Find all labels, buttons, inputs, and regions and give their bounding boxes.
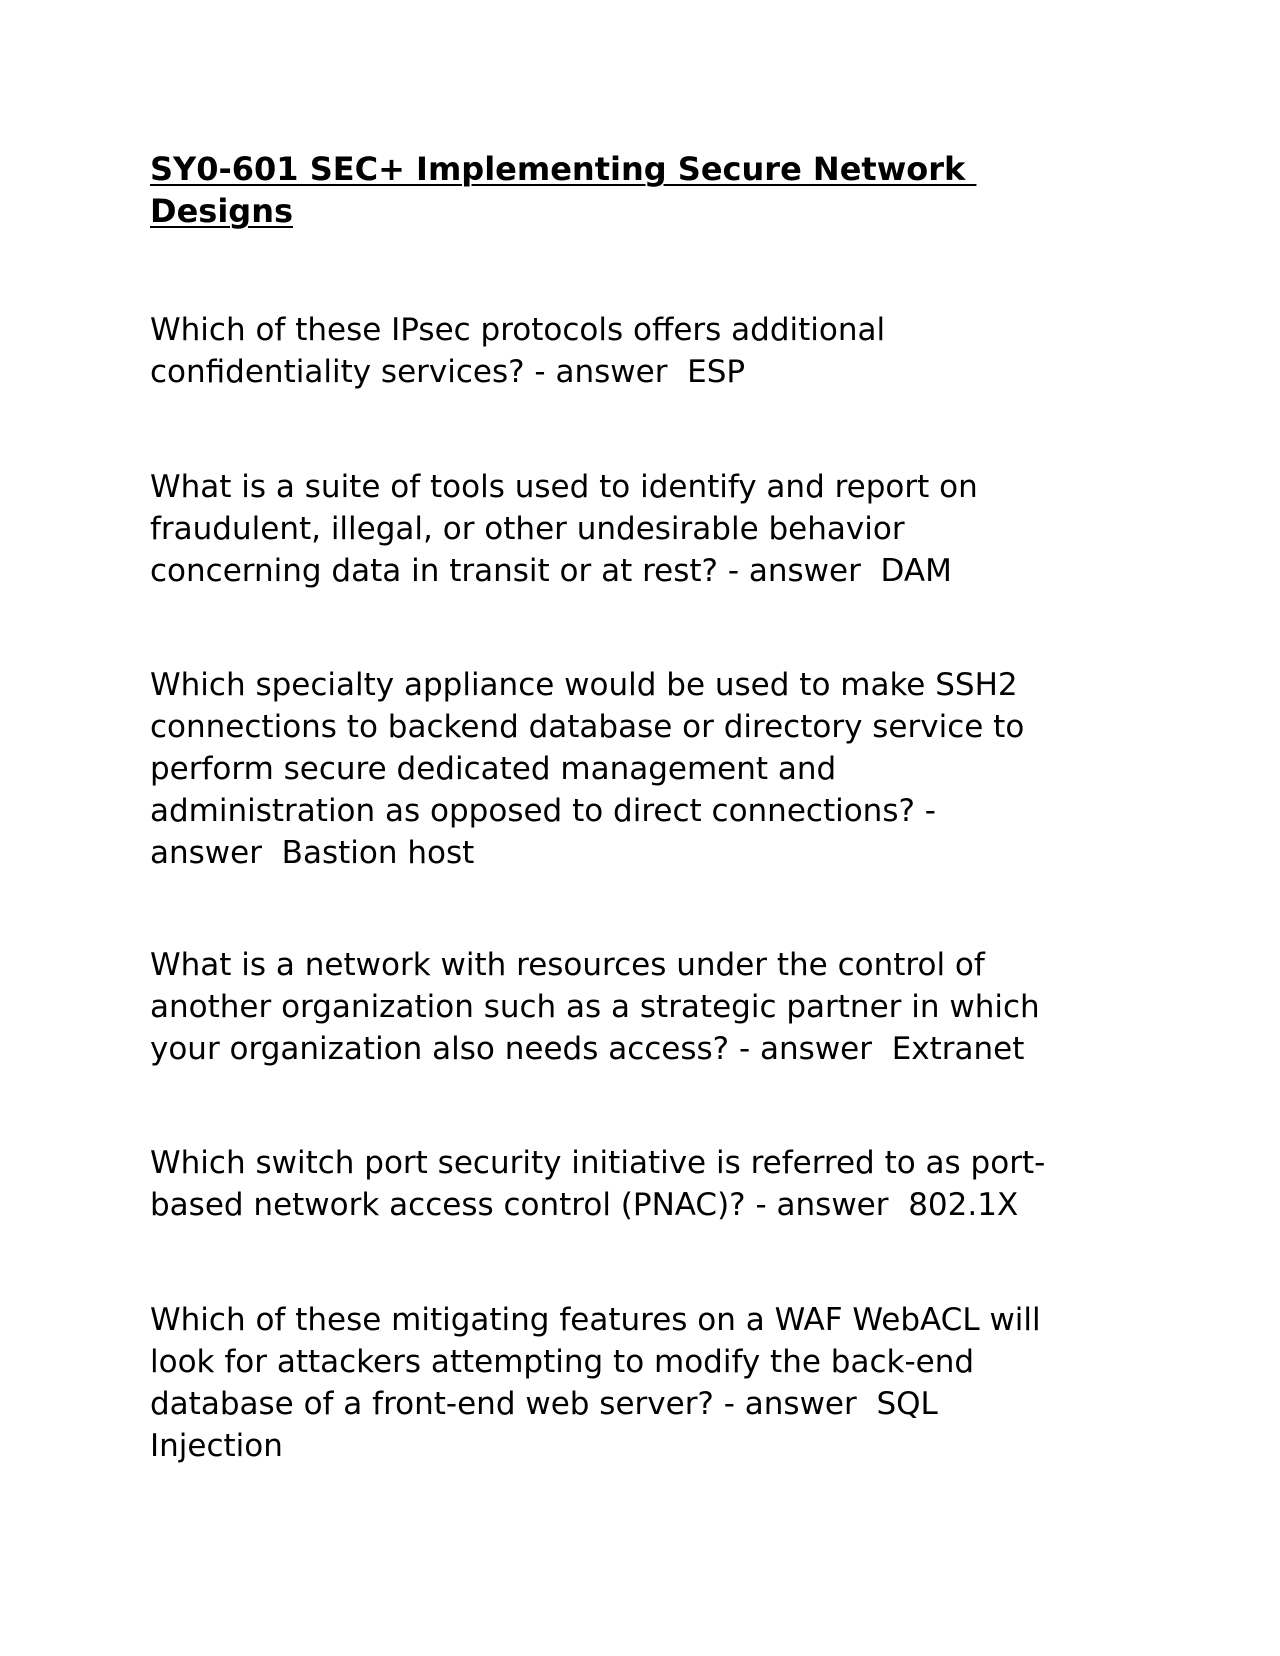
qa-line: database of a front-end web server? - answer SQL [150,1386,938,1422]
qa-item-bastion-host [150,664,1150,874]
qa-line: based network access control (PNAC)? - answer 802.1X [150,1187,1019,1223]
qa-item-8021x [150,1142,1150,1226]
qa-line: Which of these mitigating features on a WAF WebACL will [150,1302,1041,1338]
qa-line: administration as opposed to direct connections? - [150,793,936,829]
qa-line: What is a network with resources under the control of [150,947,985,983]
qa-item-dam [150,466,1150,592]
qa-line: Which specialty appliance would be used to make SSH2 [150,667,1018,703]
qa-line: another organization such as a strategic partner in which [150,989,1040,1025]
qa-item-sql-injection [150,1299,1150,1467]
qa-item-ipsec-esp [150,309,1150,393]
qa-line: your organization also needs access? - answer Extranet [150,1031,1025,1067]
document-title-line: Designs [150,192,294,230]
document-title [150,148,1050,232]
qa-line: perform secure dedicated management and [150,751,837,787]
qa-line: Injection [150,1428,283,1464]
qa-line: connections to backend database or directory service to [150,709,1025,745]
qa-line: confidentiality services? - answer ESP [150,354,746,390]
document-title-line: SY0-601 SEC+ Implementing Secure Network [150,150,977,188]
qa-line: What is a suite of tools used to identify and report on [150,469,978,505]
qa-line: fraudulent, illegal, or other undesirable behavior [150,511,905,547]
qa-line: Which of these IPsec protocols offers additional [150,312,886,348]
qa-item-extranet [150,944,1150,1070]
qa-line: look for attackers attempting to modify the back-end [150,1344,975,1380]
qa-line: answer Bastion host [150,835,475,871]
qa-line: Which switch port security initiative is referred to as port- [150,1145,1046,1181]
qa-line: concerning data in transit or at rest? - answer DAM [150,553,952,589]
